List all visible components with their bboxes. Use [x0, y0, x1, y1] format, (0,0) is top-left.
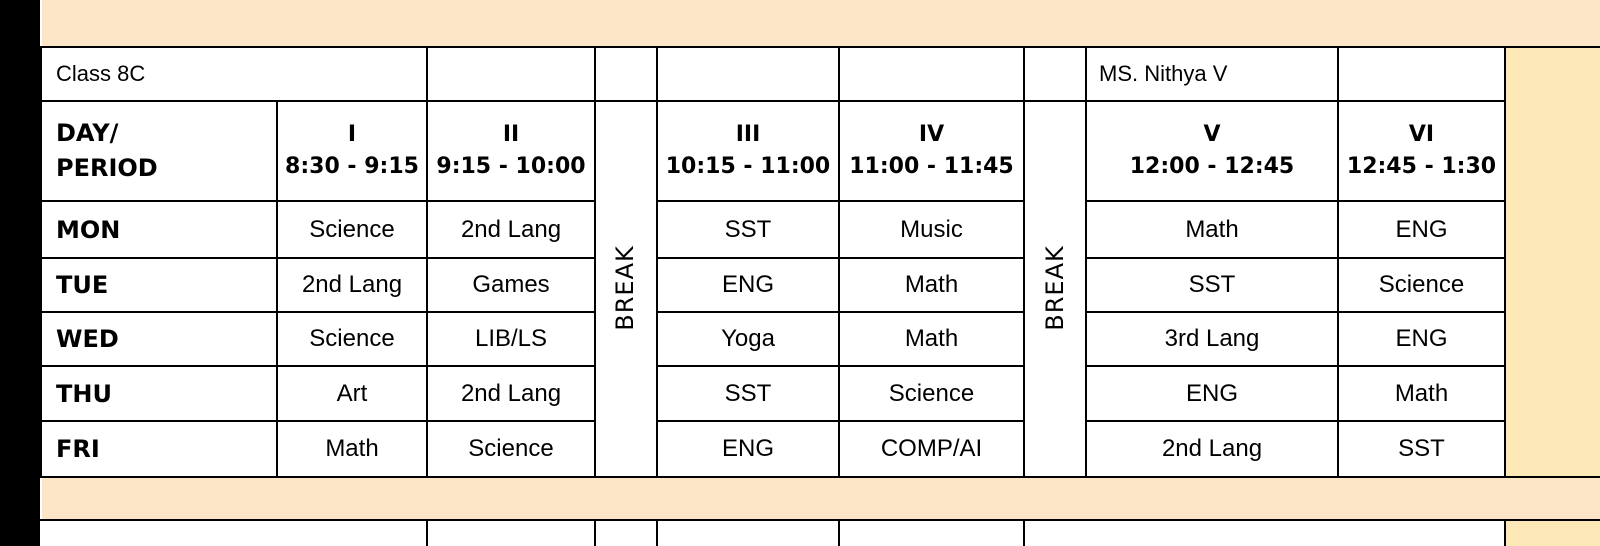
teacher-name: MS. Nithya V: [1099, 61, 1228, 86]
day-period-header: [42, 101, 276, 200]
break-2-label: BREAK: [1041, 245, 1069, 331]
subject-cell: Science: [468, 434, 554, 462]
subject-cell: SST: [724, 215, 772, 243]
subject-cell: Science: [1378, 271, 1465, 298]
subject-cell: 2nd Lang: [1161, 434, 1263, 462]
subject-cell: COMP/AI: [880, 434, 983, 462]
subject-cell: Yoga: [721, 325, 775, 352]
period-header: [1087, 101, 1337, 200]
subject-cell: ENG: [1395, 215, 1448, 243]
day-label: WED: [56, 325, 119, 353]
subject-cell: Science: [309, 325, 395, 352]
period-time: 8:30 - 9:15: [285, 153, 419, 179]
right-margin-strip: [1506, 47, 1600, 476]
subject-cell: SST: [724, 379, 772, 407]
grid-line-v: [1504, 46, 1506, 478]
subject-cell: LIB/LS: [474, 325, 548, 352]
subject-cell: 3rd Lang: [1164, 325, 1260, 352]
subject-cell: Math: [904, 325, 959, 352]
period-header: [428, 101, 594, 200]
day-label: MON: [56, 215, 121, 244]
grid-line-v: [838, 519, 840, 546]
break-1-label: BREAK: [611, 245, 639, 331]
period-header: [1339, 101, 1504, 200]
top-band: [42, 0, 1600, 46]
day-label: TUE: [56, 271, 109, 299]
subject-cell: ENG: [1185, 379, 1238, 407]
period-numeral: II: [502, 121, 520, 147]
subject-cell: 2nd Lang: [460, 379, 562, 407]
period-numeral: I: [347, 121, 357, 147]
subject-cell: Art: [336, 379, 368, 407]
period-header: [840, 101, 1023, 200]
period-numeral: V: [1203, 121, 1221, 147]
period-header: [658, 101, 838, 200]
separator-band: [42, 478, 1600, 519]
subject-cell: Games: [472, 271, 550, 298]
day-label: FRI: [56, 434, 100, 463]
subject-cell: Science: [309, 215, 395, 243]
subject-cell: 2nd Lang: [301, 271, 403, 298]
subject-cell: ENG: [721, 271, 774, 298]
grid-line-v: [426, 519, 428, 546]
subject-cell: Music: [900, 215, 963, 243]
subject-cell: Math: [904, 271, 959, 298]
period-time: 11:00 - 11:45: [849, 153, 1014, 179]
subject-cell: SST: [1188, 271, 1236, 298]
period-numeral: VI: [1408, 121, 1435, 147]
grid-line-v: [656, 519, 658, 546]
day-label: THU: [56, 379, 112, 408]
period-time: 9:15 - 10:00: [436, 153, 586, 179]
period-time: 12:00 - 12:45: [1129, 153, 1295, 179]
subject-cell: SST: [1398, 434, 1445, 462]
grid-line-v: [1023, 519, 1025, 546]
period-header: [278, 101, 426, 200]
grid-line-h: [40, 519, 1600, 521]
subject-cell: 2nd Lang: [460, 215, 562, 243]
period-numeral: IV: [918, 121, 945, 147]
subject-cell: Science: [888, 379, 975, 407]
period-time: 12:45 - 1:30: [1346, 153, 1497, 179]
left-border-bar: [0, 0, 40, 546]
day-header-line: DAY/: [56, 118, 119, 147]
grid-line-v: [1023, 46, 1025, 478]
right-margin-strip-bottom: [1506, 520, 1600, 546]
subject-cell: Math: [1185, 215, 1239, 243]
subject-cell: ENG: [1395, 325, 1448, 352]
subject-cell: ENG: [721, 434, 774, 462]
subject-cell: Math: [1394, 379, 1449, 407]
grid-line-v: [594, 46, 596, 478]
grid-line-v: [1504, 519, 1506, 546]
subject-cell: Math: [325, 434, 379, 462]
grid-line-h: [40, 476, 1600, 478]
period-numeral: III: [735, 121, 761, 147]
grid-line-v: [594, 519, 596, 546]
period-time: 10:15 - 11:00: [665, 153, 831, 179]
class-name: Class 8C: [56, 61, 146, 86]
period-header-line: PERIOD: [56, 153, 158, 182]
